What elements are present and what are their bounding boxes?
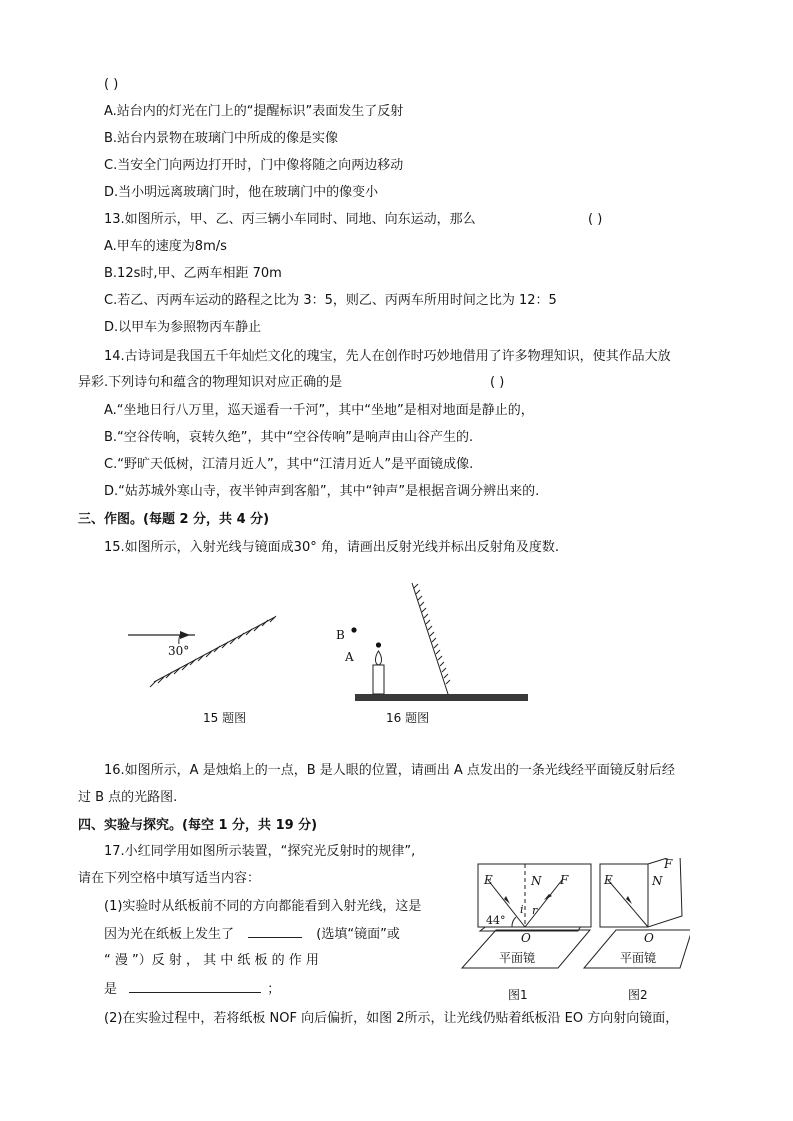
q12-option-b: B.站台内景物在玻璃门中所成的像是实像 bbox=[104, 131, 339, 146]
q16-stem-line2: 过 B 点的光路图. bbox=[78, 790, 178, 805]
q17-part1-prefix: 是 bbox=[104, 982, 118, 997]
q17-part1-line1: (1)实验时从纸板前不同的方向都能看到入射光线，这是 bbox=[104, 899, 422, 914]
q15-angle-arc bbox=[179, 635, 180, 644]
q17-part1-choice: (选填“镜面”或 bbox=[316, 927, 400, 942]
q17-answer-blank-1[interactable] bbox=[248, 925, 302, 938]
q13-option-b: B.12s时,甲、乙两车相距 70m bbox=[104, 266, 282, 281]
q12-option-c: C.当安全门向两边打开时，门中像将随之向两边移动 bbox=[104, 158, 404, 173]
q17-fig1-label-o: O bbox=[521, 931, 531, 945]
q14-option-a: A.“坐地日行八万里，巡天遥看一千河”，其中“坐地”是相对地面是静止的， bbox=[104, 403, 534, 418]
q16-candle bbox=[373, 665, 384, 694]
section-3-title: 三、作图。(每题 2 分，共 4 分) bbox=[78, 512, 270, 527]
q17-stem-line2: 请在下列空格中填写适当内容： bbox=[78, 871, 261, 886]
q14-option-d: D.“姑苏城外寒山寺，夜半钟声到客船”，其中“钟声”是根据音调分辨出来的. bbox=[104, 484, 540, 499]
q14-option-c: C.“野旷天低树，江清月近人”，其中“江清月近人”是平面镜成像. bbox=[104, 457, 474, 472]
q17-fig1-angle-label: 44° bbox=[486, 914, 506, 927]
q17-answer-blank-2[interactable] bbox=[129, 980, 261, 993]
q17-fig2-label-n: N bbox=[652, 874, 663, 888]
q15-angle-label: 30° bbox=[168, 644, 190, 658]
q17-fig2-label-e: E bbox=[604, 873, 613, 887]
q16-mirror bbox=[412, 583, 450, 694]
q16-flame bbox=[375, 651, 381, 665]
q16-table-surface bbox=[355, 694, 528, 701]
q17-fig1-label-e: E bbox=[484, 873, 493, 887]
q16-figure bbox=[330, 578, 540, 708]
q14-option-b: B.“空谷传响，哀转久绝”，其中“空谷传响”是响声由山谷产生的. bbox=[104, 430, 474, 445]
q17-part1-text: 因为光在纸板上发生了 bbox=[104, 927, 235, 942]
q16-stem-line1: 16.如图所示，A 是烛焰上的一点，B 是人眼的位置，请画出 A 点发出的一条光线经平面镜反射后经 bbox=[104, 763, 675, 778]
q17-fig1-caption: 图1 bbox=[508, 988, 528, 1002]
q17-part1-line3: “ 漫 ”）反 射 ， 其 中 纸 板 的 作 用 bbox=[104, 953, 319, 968]
q12-option-a: A.站台内的灯光在门上的“提醒标识”表面发生了反射 bbox=[104, 104, 404, 119]
q13-option-d: D.以甲车为参照物丙车静止 bbox=[104, 320, 262, 335]
q14-stem-line2: 异彩.下列诗句和蕴含的物理知识对应正确的是 bbox=[78, 375, 343, 390]
q17-fig1-label-n: N bbox=[531, 874, 542, 888]
q12-option-d: D.当小明远离玻璃门时，他在玻璃门中的像变小 bbox=[104, 185, 379, 200]
q17-fig2-caption: 图2 bbox=[628, 988, 648, 1002]
q17-fig1-mirror-label: 平面镜 bbox=[499, 951, 536, 965]
q17-part1-suffix: ； bbox=[267, 982, 281, 997]
q17-part1-line2 bbox=[104, 925, 400, 944]
q17-fig2 bbox=[584, 858, 690, 1002]
q17-part1-line4 bbox=[104, 980, 280, 999]
q17-stem-line1: 17.小红同学用如图所示装置，“探究光反射时的规律”, bbox=[104, 844, 416, 859]
q14-answer-bracket: ( ) bbox=[490, 375, 505, 390]
q17-fig2-mirror-label: 平面镜 bbox=[620, 951, 657, 965]
q17-fig2-label-o: O bbox=[644, 931, 654, 945]
q17-fig2-label-f: F bbox=[664, 858, 673, 871]
section-4-title: 四、实验与探究。(每空 1 分，共 19 分) bbox=[78, 818, 318, 833]
q16-label-b: B bbox=[336, 628, 345, 642]
q13-answer-bracket: ( ) bbox=[588, 212, 603, 227]
q17-fig1-label-i: i bbox=[520, 903, 524, 916]
q16-caption: 16 题图 bbox=[386, 711, 430, 725]
q15-figure bbox=[120, 595, 290, 695]
q13-option-a: A.甲车的速度为8m/s bbox=[104, 239, 227, 254]
q16-point-b bbox=[351, 627, 356, 632]
q16-label-a: A bbox=[345, 650, 354, 664]
q17-figures bbox=[460, 858, 690, 1008]
q13-stem: 13.如图所示，甲、乙、丙三辆小车同时、同地、向东运动，那么 bbox=[104, 212, 476, 227]
q14-stem-line1: 14.古诗词是我国五千年灿烂文化的瑰宝，先人在创作时巧妙地借用了许多物理知识，使其作品大放 bbox=[104, 349, 671, 364]
q17-fig1-label-f: F bbox=[560, 873, 569, 887]
q16-point-a bbox=[376, 642, 381, 647]
q17-part2-line1: (2)在实验过程中，若将纸板 NOF 向后偏折，如图 2所示，让光线仍贴着纸板沿 EO 方向射向镜面， bbox=[104, 1011, 679, 1026]
q15-caption: 15 题图 bbox=[203, 711, 247, 725]
q12-answer-bracket: ( ) bbox=[104, 77, 119, 92]
q13-option-c: C.若乙、丙两车运动的路程之比为 3：5，则乙、丙两车所用时间之比为 12：5 bbox=[104, 293, 557, 308]
q17-fig1-label-r: r bbox=[532, 904, 538, 917]
q15-stem: 15.如图所示，入射光线与镜面成30° 角，请画出反射光线并标出反射角及度数. bbox=[104, 540, 559, 555]
q17-fig1 bbox=[462, 864, 591, 1002]
q15-ray-arrowhead bbox=[180, 631, 190, 639]
